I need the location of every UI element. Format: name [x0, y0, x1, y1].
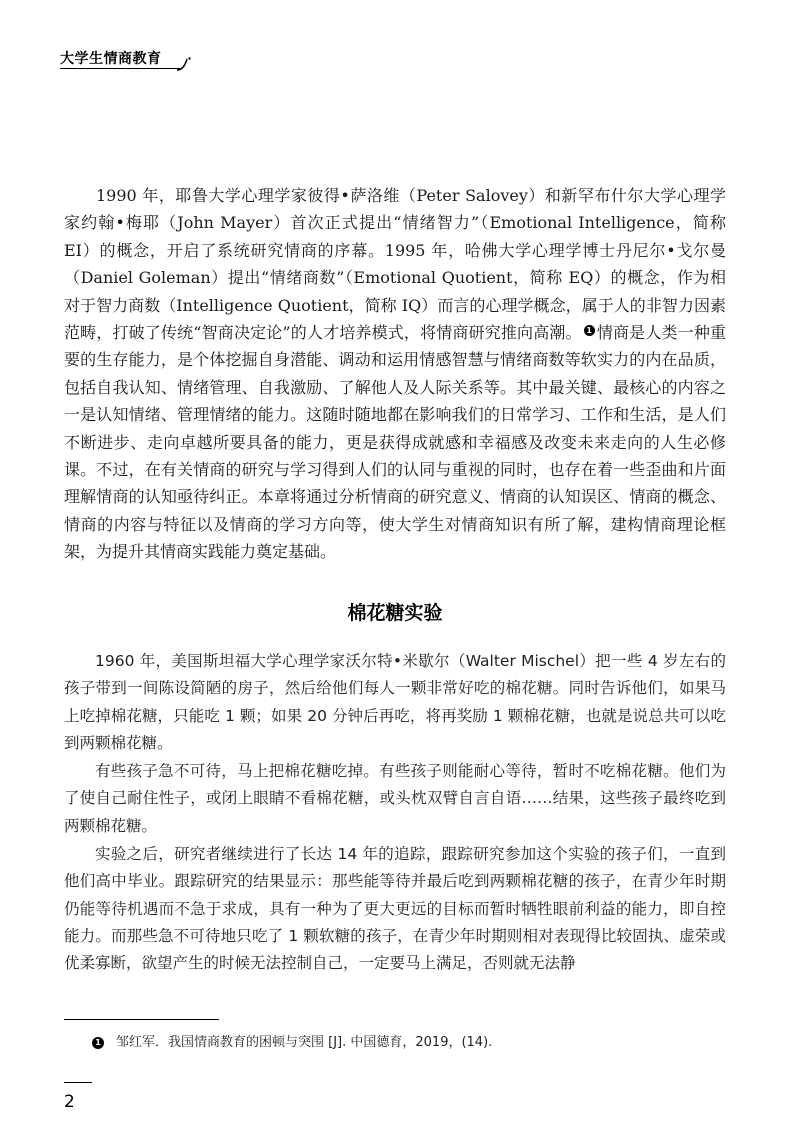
- header-swoosh-icon: [176, 56, 194, 72]
- story-paragraph-3: 实验之后，研究者继续进行了长达 14 年的追踪，跟踪研究参加这个实验的孩子们，一直到他们高中毕业。跟踪研究的结果显示：那些能等待并最后吃到两颗棉花糖的孩子，在青少年时期仍能等待机遇而不急于求成，具有一种为了更大更远的目标而暂时牺牲眼前利益的能力，即自控能力。而那些急不可待地只吃了 1 颗软糖的孩子，在青少年时期则相对表现得比较固执、虚荣或优柔寡断，欲望产生的时候无法控制自己，一定要马上满足，否则就无法静: [64, 845, 726, 973]
- footnote-text: 邹红军．我国情商教育的困顿与突围 [J]. 中国德育，2019，(14).: [116, 1035, 493, 1050]
- footnote: [90, 1031, 492, 1050]
- story-body: [64, 648, 726, 979]
- section-title: 棉花糖实验: [347, 602, 443, 624]
- intro-text-part2: 情商是人类一种重要的生存能力，是个体挖掘自身潜能、调动和运用情感智慧与情绪商数等软实力的内在品质，包括自我认知、情绪管理、自我激励、了解他人及人际关系等。其中最关键、最核心的内容之一是认知情绪、管理情绪的能力。这随时随地都在影响我们的日常学习、工作和生活，是人们不断进步、走向卓越所要具备的能力，更是获得成就感和幸福感及改变未来走向的人生必修课。不过，在有关情商的研究与学习得到人们的认同与重视的同时，也存在着一些歪曲和片面理解情商的认知亟待纠正。本章将通过分析情商的研究意义、情商的认知误区、情商的概念、情商的内容与特征以及情商的学习方向等，使大学生对情商知识有所了解，建构情商理论框架，为提升其情商实践能力奠定基础。: [64, 323, 726, 562]
- intro-text-part1: 1990 年，耶鲁大学心理学家彼得•萨洛维（Peter Salovey）和新罕布什尔大学心理学家约翰•梅耶（John Mayer）首次正式提出“情绪智力”（Emotional Intelligence，简称 EI）的概念，开启了系统研究情商的序幕。1995 年，哈佛大学心理学博士丹尼尔•戈尔曼（Daniel Goleman）提出“情绪商数”（Emotional Quotient，简称 EQ）的概念，作为相对于智力商数（Intelligence Quotient，简称 IQ）而言的心理学概念，属于人的非智力因素范畴，打破了传统“智商决定论”的人才培养模式，将情商研究推向高潮。: [64, 186, 726, 343]
- page-number-rule: [64, 1082, 92, 1083]
- story-paragraph-2: 有些孩子急不可待，马上把棉花糖吃掉。有些孩子则能耐心等待，暂时不吃棉花糖。他们为了使自己耐住性子，或闭上眼睛不看棉花糖，或头枕双臂自言自语……结果，这些孩子最终吃到两颗棉花糖。: [64, 762, 726, 835]
- page-number: 2: [64, 1092, 75, 1112]
- header-rule: [60, 68, 180, 69]
- running-header-title: 大学生情商教育: [60, 51, 162, 67]
- footnote-number-icon: 1: [92, 1037, 104, 1049]
- footnote-reference-icon[interactable]: 1: [584, 325, 595, 336]
- footnote-rule: [64, 1019, 219, 1020]
- intro-paragraph: [64, 182, 726, 566]
- story-paragraph-1: 1960 年，美国斯坦福大学心理学家沃尔特•米歇尔（Walter Mischel）把一些 4 岁左右的孩子带到一间陈设简陋的房子，然后给他们每人一颗非常好吃的棉花糖。同时告诉他们，如果马上吃掉棉花糖，只能吃 1 颗；如果 20 分钟后再吃，将再奖励 1 颗棉花糖，也就是说总共可以吃到两颗棉花糖。: [64, 652, 726, 752]
